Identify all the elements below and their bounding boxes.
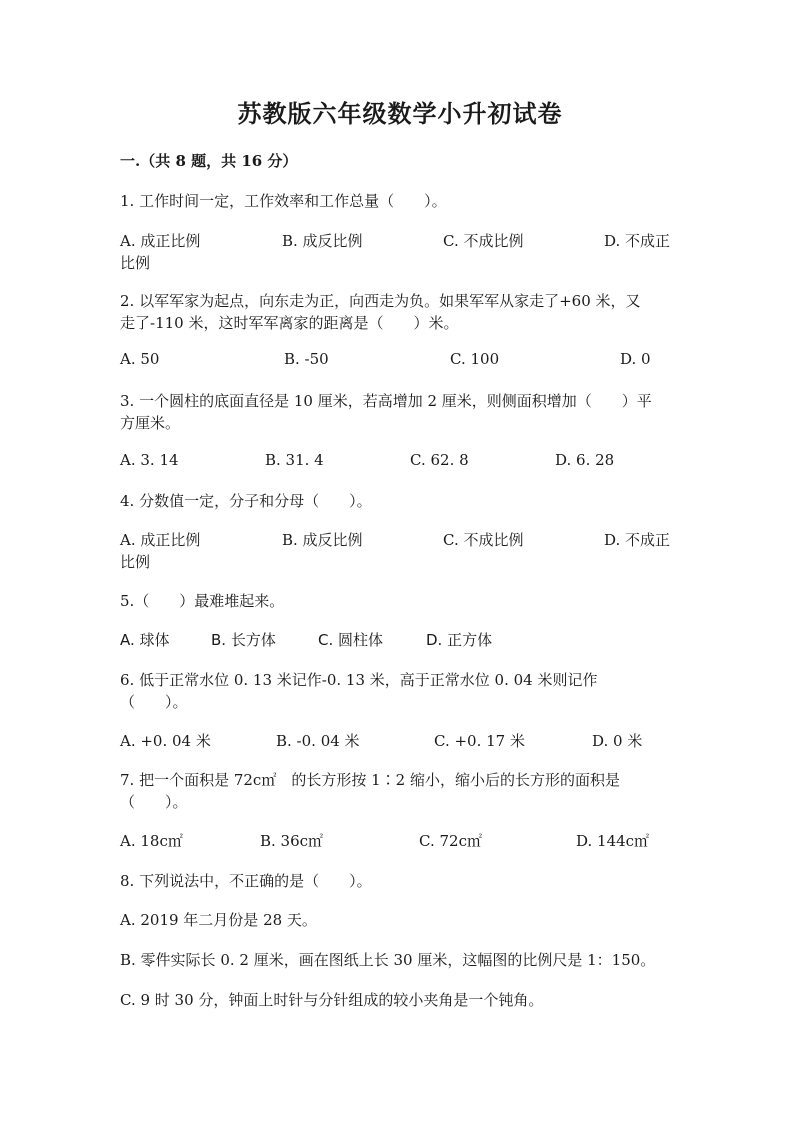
q4-option-c: C. 不成比例 (443, 531, 524, 549)
q5-option-a: A. 球体 (120, 631, 170, 649)
q6-option-d: D. 0 米 (592, 732, 643, 750)
q8-option-b: B. 零件实际长 0. 2 厘米，画在图纸上长 30 厘米，这幅图的比例尺是 1：150。 (120, 951, 656, 969)
q4-option-d: D. 不成正 (604, 531, 671, 549)
q3-option-a: A. 3. 14 (120, 451, 179, 469)
question-1-stem: 1. 工作时间一定，工作效率和工作总量（ ）。 (120, 192, 447, 210)
q2-option-b: B. -50 (284, 350, 329, 368)
q8-option-c: C. 9 时 30 分，钟面上时针与分针组成的较小夹角是一个钝角。 (120, 991, 544, 1009)
q2-option-a: A. 50 (120, 350, 160, 368)
q4-option-b: B. 成反比例 (282, 531, 363, 549)
question-7-stem-line1: 7. 把一个面积是 72c㎡ 的长方形按 1∶2 缩小，缩小后的长方形的面积是 (120, 771, 620, 789)
q1-option-d: D. 不成正 (604, 232, 671, 250)
q7-option-b: B. 36c㎡ (260, 832, 324, 850)
q1-option-c: C. 不成比例 (443, 232, 524, 250)
q7-option-d: D. 144c㎡ (576, 832, 650, 850)
q6-option-c: C. +0. 17 米 (434, 732, 525, 750)
q5-option-d: D. 正方体 (426, 631, 493, 649)
question-2-stem-line1: 2. 以军军家为起点，向东走为正，向西走为负。如果军军从家走了+60 米，又 (120, 292, 641, 310)
q5-option-c: C. 圆柱体 (318, 631, 384, 649)
q5-option-b: B. 长方体 (211, 631, 276, 649)
question-7-stem-line2: （ ）。 (120, 793, 188, 811)
q1-option-b: B. 成反比例 (282, 232, 363, 250)
section-heading: 一.（共 8 题，共 16 分） (120, 152, 298, 170)
question-5-stem: 5.（ ）最难堆起来。 (120, 592, 285, 610)
q4-option-d-wrap: 比例 (120, 553, 151, 571)
q3-option-c: C. 62. 8 (410, 451, 469, 469)
question-3-stem-line1: 3. 一个圆柱的底面直径是 10 厘米，若高增加 2 厘米，则侧面积增加（ ）平 (120, 392, 652, 410)
q8-option-a: A. 2019 年二月份是 28 天。 (120, 911, 317, 929)
q4-option-a: A. 成正比例 (120, 531, 201, 549)
q1-option-d-wrap: 比例 (120, 254, 151, 272)
q3-option-d: D. 6. 28 (555, 451, 615, 469)
question-4-stem: 4. 分数值一定，分子和分母（ ）。 (120, 492, 372, 510)
q7-option-c: C. 72c㎡ (419, 832, 482, 850)
question-6-stem-line2: （ ）。 (120, 693, 188, 711)
q2-option-d: D. 0 (620, 350, 651, 368)
question-8-stem: 8. 下列说法中，不正确的是（ ）。 (120, 872, 372, 890)
q6-option-b: B. -0. 04 米 (276, 732, 360, 750)
page-title: 苏教版六年级数学小升初试卷 (237, 99, 563, 128)
question-2-stem-line2: 走了-110 米，这时军军离家的距离是（ ）米。 (120, 314, 459, 332)
question-6-stem-line1: 6. 低于正常水位 0. 13 米记作-0. 13 米，高于正常水位 0. 04 米则记作 (120, 671, 598, 689)
q2-option-c: C. 100 (450, 350, 500, 368)
question-3-stem-line2: 方厘米。 (120, 414, 181, 432)
q6-option-a: A. +0. 04 米 (120, 732, 211, 750)
q3-option-b: B. 31. 4 (265, 451, 324, 469)
q7-option-a: A. 18c㎡ (120, 832, 183, 850)
q1-option-a: A. 成正比例 (120, 232, 201, 250)
